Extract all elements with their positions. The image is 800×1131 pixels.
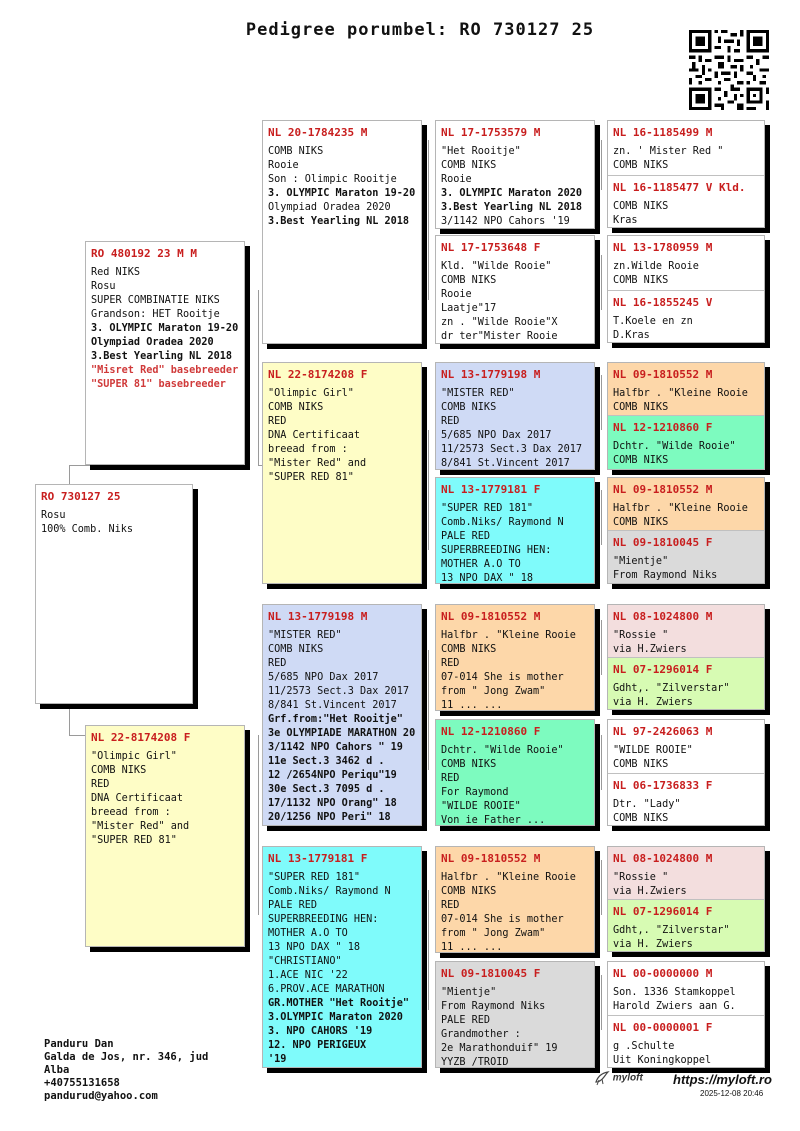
info-line: 8/841 St.Vincent 2017 (268, 700, 397, 711)
info-line: Halfbr . "Kleine Rooie (441, 872, 576, 883)
myloft-logo (594, 1070, 643, 1086)
pigeon-card-father[interactable] (85, 241, 245, 465)
ring-number: NL 08-1024800 M (613, 852, 713, 865)
info-line: COMB NIKS (268, 644, 324, 655)
info-line: "WILDE ROOIE" (441, 801, 521, 812)
info-line: via H.Zwiers (613, 644, 687, 655)
info-line: 3.Best Yearling NL 2018 (91, 351, 233, 362)
info-line: 3/1142 NPO Cahors " 19 (268, 742, 403, 753)
info-line: DNA Certificaat (91, 793, 184, 804)
info-line: COMB NIKS (441, 275, 497, 286)
info-line: "Olimpic Girl" (268, 388, 354, 399)
connector-line (258, 290, 259, 465)
info-line: "MISTER RED" (441, 388, 515, 399)
info-line: '19 (268, 1054, 287, 1065)
info-line: 3.Best Yearling NL 2018 (441, 202, 583, 213)
pigeon-card-mmf[interactable] (435, 846, 595, 953)
info-line: Comb.Niks/ Raymond N (268, 886, 391, 897)
info-line: COMB NIKS (613, 813, 669, 824)
qr-code (689, 30, 769, 110)
info-line: Rooie (441, 289, 472, 300)
info-line: COMB NIKS (441, 160, 497, 171)
info-line: COMB NIKS (613, 402, 669, 413)
info-line: 13 NPO DAX " 18 (441, 573, 534, 584)
pigeon-card-ffm[interactable] (435, 235, 595, 344)
info-line: g .Schulte (613, 1041, 675, 1052)
pigeon-pair-card[interactable] (607, 604, 765, 710)
info-line: "Mister Red" and (91, 821, 190, 832)
info-line: "SUPER RED 181" (441, 503, 534, 514)
ring-number: NL 13-1779198 M (441, 368, 541, 381)
pigeon-card-fmm[interactable] (435, 477, 595, 584)
info-line: Halfbr . "Kleine Rooie (613, 503, 748, 514)
info-line: Dchtr. "Wilde Rooie" (441, 745, 564, 756)
pigeon-pair-card[interactable] (607, 477, 765, 584)
info-line: 11 ... ... (441, 942, 503, 953)
info-line: COMB NIKS (441, 402, 497, 413)
connector-line (428, 140, 429, 300)
info-line: RED (441, 773, 460, 784)
info-line: 13 NPO DAX " 18 (268, 942, 361, 953)
info-line: breead from : (91, 807, 171, 818)
info-line: Kld. "Wilde Rooie" (441, 261, 552, 272)
info-line: GR.MOTHER "Het Rooitje" (268, 998, 410, 1009)
pigeon-icon (594, 1070, 610, 1086)
info-line: COMB NIKS (613, 201, 669, 212)
ring-number: NL 16-1855245 V (613, 296, 713, 309)
info-line: Kras (613, 215, 638, 226)
info-line: D.Kras (613, 330, 650, 341)
pigeon-card-ff[interactable] (262, 120, 422, 344)
info-line: breead from : (268, 444, 348, 455)
info-line: 3.OLYMPIC Maraton 2020 (268, 1012, 403, 1023)
info-line: From Raymond Niks (441, 1001, 546, 1012)
info-line: from " Jong Zwam" (441, 928, 546, 939)
info-line: COMB NIKS (91, 765, 147, 776)
info-line: SUPERBREEDING HEN: (268, 914, 379, 925)
info-line: PALE RED (268, 900, 318, 911)
ring-number: RO 480192 23 M M (91, 247, 197, 260)
owner-county: Alba (44, 1064, 70, 1076)
ring-number: NL 13-1779181 F (441, 483, 541, 496)
owner-phone: +40755131658 (44, 1077, 120, 1089)
info-line: COMB NIKS (268, 146, 324, 157)
info-line: Olympiad Oradea 2020 (268, 202, 391, 213)
info-line: "Rossie " (613, 872, 669, 883)
ring-number: NL 07-1296014 F (613, 663, 713, 676)
info-line: Von ie Father ... (441, 815, 546, 826)
ring-number: NL 07-1296014 F (613, 905, 713, 918)
info-line: Harold Zwiers aan G. (613, 1001, 736, 1012)
info-line: MOTHER A.O TO (268, 928, 348, 939)
ring-number: NL 13-1779198 M (268, 610, 368, 623)
info-line: 12. NPO PERIGEUX (268, 1040, 367, 1051)
info-line: Rooie (268, 160, 299, 171)
info-line: via H. Zwiers (613, 697, 693, 708)
info-line: COMB NIKS (613, 455, 669, 466)
info-line: RED (441, 900, 460, 911)
info-line: Grf.from:"Het Rooitje" (268, 714, 403, 725)
connector-line (601, 735, 602, 790)
pigeon-card-mm[interactable] (262, 846, 422, 1068)
info-line: 3. OLYMPIC Maraton 2020 (441, 188, 583, 199)
ring-number: NL 17-1753579 M (441, 126, 541, 139)
info-line: Halfbr . "Kleine Rooie (441, 630, 576, 641)
info-line: 5/685 NPO Dax 2017 (268, 672, 379, 683)
ring-number: RO 730127 25 (41, 490, 121, 503)
info-line: COMB NIKS (268, 402, 324, 413)
info-line: Grandmother : (441, 1029, 521, 1040)
owner-contact (44, 1038, 208, 1103)
info-line: "WILDE ROOIE" (613, 745, 693, 756)
info-line: COMB NIKS (441, 759, 497, 770)
info-line: Olympiad Oradea 2020 (91, 337, 214, 348)
ring-number: NL 16-1185499 M (613, 126, 713, 139)
ring-number: NL 22-8174208 F (91, 731, 191, 744)
pigeon-card-fmf[interactable] (435, 362, 595, 470)
ring-number: NL 17-1753648 F (441, 241, 541, 254)
info-line: COMB NIKS (613, 517, 669, 528)
pigeon-pair-card[interactable] (607, 235, 765, 343)
info-line: Son : Olimpic Rooitje (268, 174, 397, 185)
pigeon-pair-card[interactable] (607, 846, 765, 952)
info-line: 12 /2654NPO Periqu"19 (268, 770, 397, 781)
ring-number: NL 13-1780959 M (613, 241, 713, 254)
info-line: 5/685 NPO Dax 2017 (441, 430, 552, 441)
info-line: "Het Rooitje" (441, 146, 521, 157)
info-line: COMB NIKS (441, 886, 497, 897)
info-line: Laatje"17 (441, 303, 497, 314)
ring-number: NL 00-0000000 M (613, 967, 713, 980)
info-line: Uit Koningkoppel (613, 1055, 712, 1066)
info-line: "SUPER RED 81" (91, 835, 177, 846)
info-line: SUPER COMBINATIE NIKS (91, 295, 220, 306)
info-line: Son. 1336 Stamkoppel (613, 987, 736, 998)
info-line: 17/1132 NPO Orang" 18 (268, 798, 397, 809)
owner-address: Galda de Jos, nr. 346, jud (44, 1051, 209, 1063)
page-title: Pedigree porumbel: RO 730127 25 (245, 20, 595, 40)
info-line: Rosu (41, 510, 66, 521)
info-line: "SUPER 81" basebreeder (91, 379, 226, 390)
pigeon-card-mf[interactable] (262, 604, 422, 826)
info-line: zn . "Wilde Rooie"X (441, 317, 558, 328)
info-line: Dtr. "Lady" (613, 799, 681, 810)
ring-number: NL 09-1810552 M (441, 610, 541, 623)
info-line: Grandson: HET Rooitje (91, 309, 220, 320)
info-line: T.Koele en zn (613, 316, 693, 327)
info-line: COMB NIKS (613, 759, 669, 770)
ring-number: NL 06-1736833 F (613, 779, 713, 792)
info-line: Dchtr. "Wilde Rooie" (613, 441, 736, 452)
pigeon-pair-card[interactable] (607, 120, 765, 228)
info-line: 11 ... ... (441, 700, 503, 711)
info-line: "CHRISTIANO" (268, 956, 342, 967)
info-line: For Raymond (441, 787, 509, 798)
logo-text: myloft (612, 1072, 643, 1084)
info-line: "Mientje" (441, 987, 497, 998)
info-line: 3/1142 NPO Cahors '19 (441, 216, 570, 227)
info-line: via H. Zwiers (613, 939, 693, 950)
info-line: RED (268, 416, 287, 427)
ring-number: NL 16-1185477 V Kld. (613, 181, 746, 194)
info-line: 3. OLYMPIC Maraton 19-20 (268, 188, 416, 199)
info-line: from " Jong Zwam" (441, 686, 546, 697)
pigeon-pair-card[interactable] (607, 961, 765, 1068)
ring-number: NL 09-1810045 F (613, 536, 713, 549)
connector-line (601, 255, 602, 310)
info-line: "SUPER RED 181" (268, 872, 361, 883)
info-line: From Raymond Niks (613, 570, 718, 581)
info-line: "MISTER RED" (268, 630, 342, 641)
info-line: Rosu (91, 281, 116, 292)
ring-number: NL 09-1810045 F (441, 967, 541, 980)
info-line: RED (441, 658, 460, 669)
info-line: 07-014 She is mother (441, 672, 564, 683)
owner-email: pandurud@yahoo.com (44, 1090, 158, 1102)
info-line: DNA Certificaat (268, 430, 361, 441)
info-line: 8/841 St.Vincent 2017 (441, 458, 570, 469)
pigeon-card-fm[interactable] (262, 362, 422, 584)
ring-number: NL 09-1810552 M (613, 368, 713, 381)
info-line: "Olimpic Girl" (91, 751, 177, 762)
connector-line (428, 650, 429, 770)
pigeon-card-mff[interactable] (435, 604, 595, 711)
pigeon-card-subject[interactable] (35, 484, 193, 704)
pigeon-pair-card[interactable] (607, 719, 765, 826)
pigeon-card-fff[interactable] (435, 120, 595, 229)
connector-line (428, 430, 429, 550)
info-line: Red NIKS (91, 267, 141, 278)
ring-number: NL 12-1210860 F (441, 725, 541, 738)
info-line: Rooie (441, 174, 472, 185)
connector-line (601, 140, 602, 190)
info-line: RED (268, 658, 287, 669)
pigeon-card-mmm[interactable] (435, 961, 595, 1068)
ring-number: NL 22-8174208 F (268, 368, 368, 381)
info-line: 11/2573 Sect.3 Dax 2017 (268, 686, 410, 697)
info-line: PALE RED (441, 1015, 491, 1026)
info-line: zn. ' Mister Red " (613, 146, 724, 157)
info-line: 3.Best Yearling NL 2018 (268, 216, 410, 227)
connector-line (601, 620, 602, 675)
info-line: 3. NPO CAHORS '19 (268, 1026, 373, 1037)
info-line: via H.Zwiers (613, 886, 687, 897)
info-line: 30e Sect.3 7095 d . (268, 784, 385, 795)
info-line: "SUPER RED 81" (268, 472, 354, 483)
info-line: RED (91, 779, 110, 790)
info-line: dr ter"Mister Rooie (441, 331, 558, 342)
info-line: 3e OLYMPIADE MARATHON 20 (268, 728, 416, 739)
info-line: 2e Marathonduif" 19 (441, 1043, 558, 1054)
ring-number: NL 97-2426063 M (613, 725, 713, 738)
info-line: zn.Wilde Rooie (613, 261, 699, 272)
connector-line (69, 735, 85, 736)
info-line: SUPERBREEDING HEN: (441, 545, 552, 556)
pigeon-pair-card[interactable] (607, 362, 765, 470)
info-line: "Mister Red" and (268, 458, 367, 469)
info-line: 100% Comb. Niks (41, 524, 134, 535)
ring-number: NL 00-0000001 F (613, 1021, 713, 1034)
ring-number: NL 09-1810552 M (441, 852, 541, 865)
info-line: COMB NIKS (613, 160, 669, 171)
info-line: 11e Sect.3 3462 d . (268, 756, 385, 767)
ring-number: NL 12-1210860 F (613, 421, 713, 434)
owner-name: Panduru Dan (44, 1038, 114, 1050)
connector-line (258, 735, 259, 915)
info-line: MOTHER A.O TO (441, 559, 521, 570)
ring-number: NL 20-1784235 M (268, 126, 368, 139)
info-line: 11/2573 Sect.3 Dax 2017 (441, 444, 583, 455)
print-date: 2025-12-08 20:46 (700, 1089, 764, 1098)
connector-line (601, 490, 602, 545)
ring-number: NL 13-1779181 F (268, 852, 368, 865)
pigeon-card-mother[interactable] (85, 725, 245, 947)
info-line: 3. OLYMPIC Maraton 19-20 (91, 323, 239, 334)
ring-number: NL 09-1810552 M (613, 483, 713, 496)
connector-line (69, 465, 91, 466)
info-line: "Rossie " (613, 630, 669, 641)
info-line: COMB NIKS (441, 644, 497, 655)
info-line: Halfbr . "Kleine Rooie (613, 388, 748, 399)
connector-line (601, 860, 602, 915)
info-line: 07-014 She is mother (441, 914, 564, 925)
connector-line (428, 890, 429, 1010)
info-line: "Mientje" (613, 556, 669, 567)
info-line: RED (441, 416, 460, 427)
connector-line (601, 375, 602, 430)
info-line: Gdht,. "Zilverstar" (613, 683, 730, 694)
connector-line (69, 705, 70, 735)
info-line: Comb.Niks/ Raymond N (441, 517, 564, 528)
info-line: 1.ACE NIC '22 (268, 970, 348, 981)
connector-line (69, 465, 70, 485)
ring-number: NL 08-1024800 M (613, 610, 713, 623)
info-line: Gdht,. "Zilverstar" (613, 925, 730, 936)
info-line: 20/1256 NPO Peri" 18 (268, 812, 391, 823)
pigeon-card-mfm[interactable] (435, 719, 595, 826)
info-line: YYZB /TROID (441, 1057, 509, 1068)
connector-line (601, 975, 602, 1030)
info-line: PALE RED (441, 531, 491, 542)
info-line: COMB NIKS (613, 275, 669, 286)
info-line: "Misret Red" basebreeder (91, 365, 239, 376)
info-line: 6.PROV.ACE MARATHON (268, 984, 385, 995)
site-link[interactable]: https://myloft.ro (673, 1072, 772, 1087)
